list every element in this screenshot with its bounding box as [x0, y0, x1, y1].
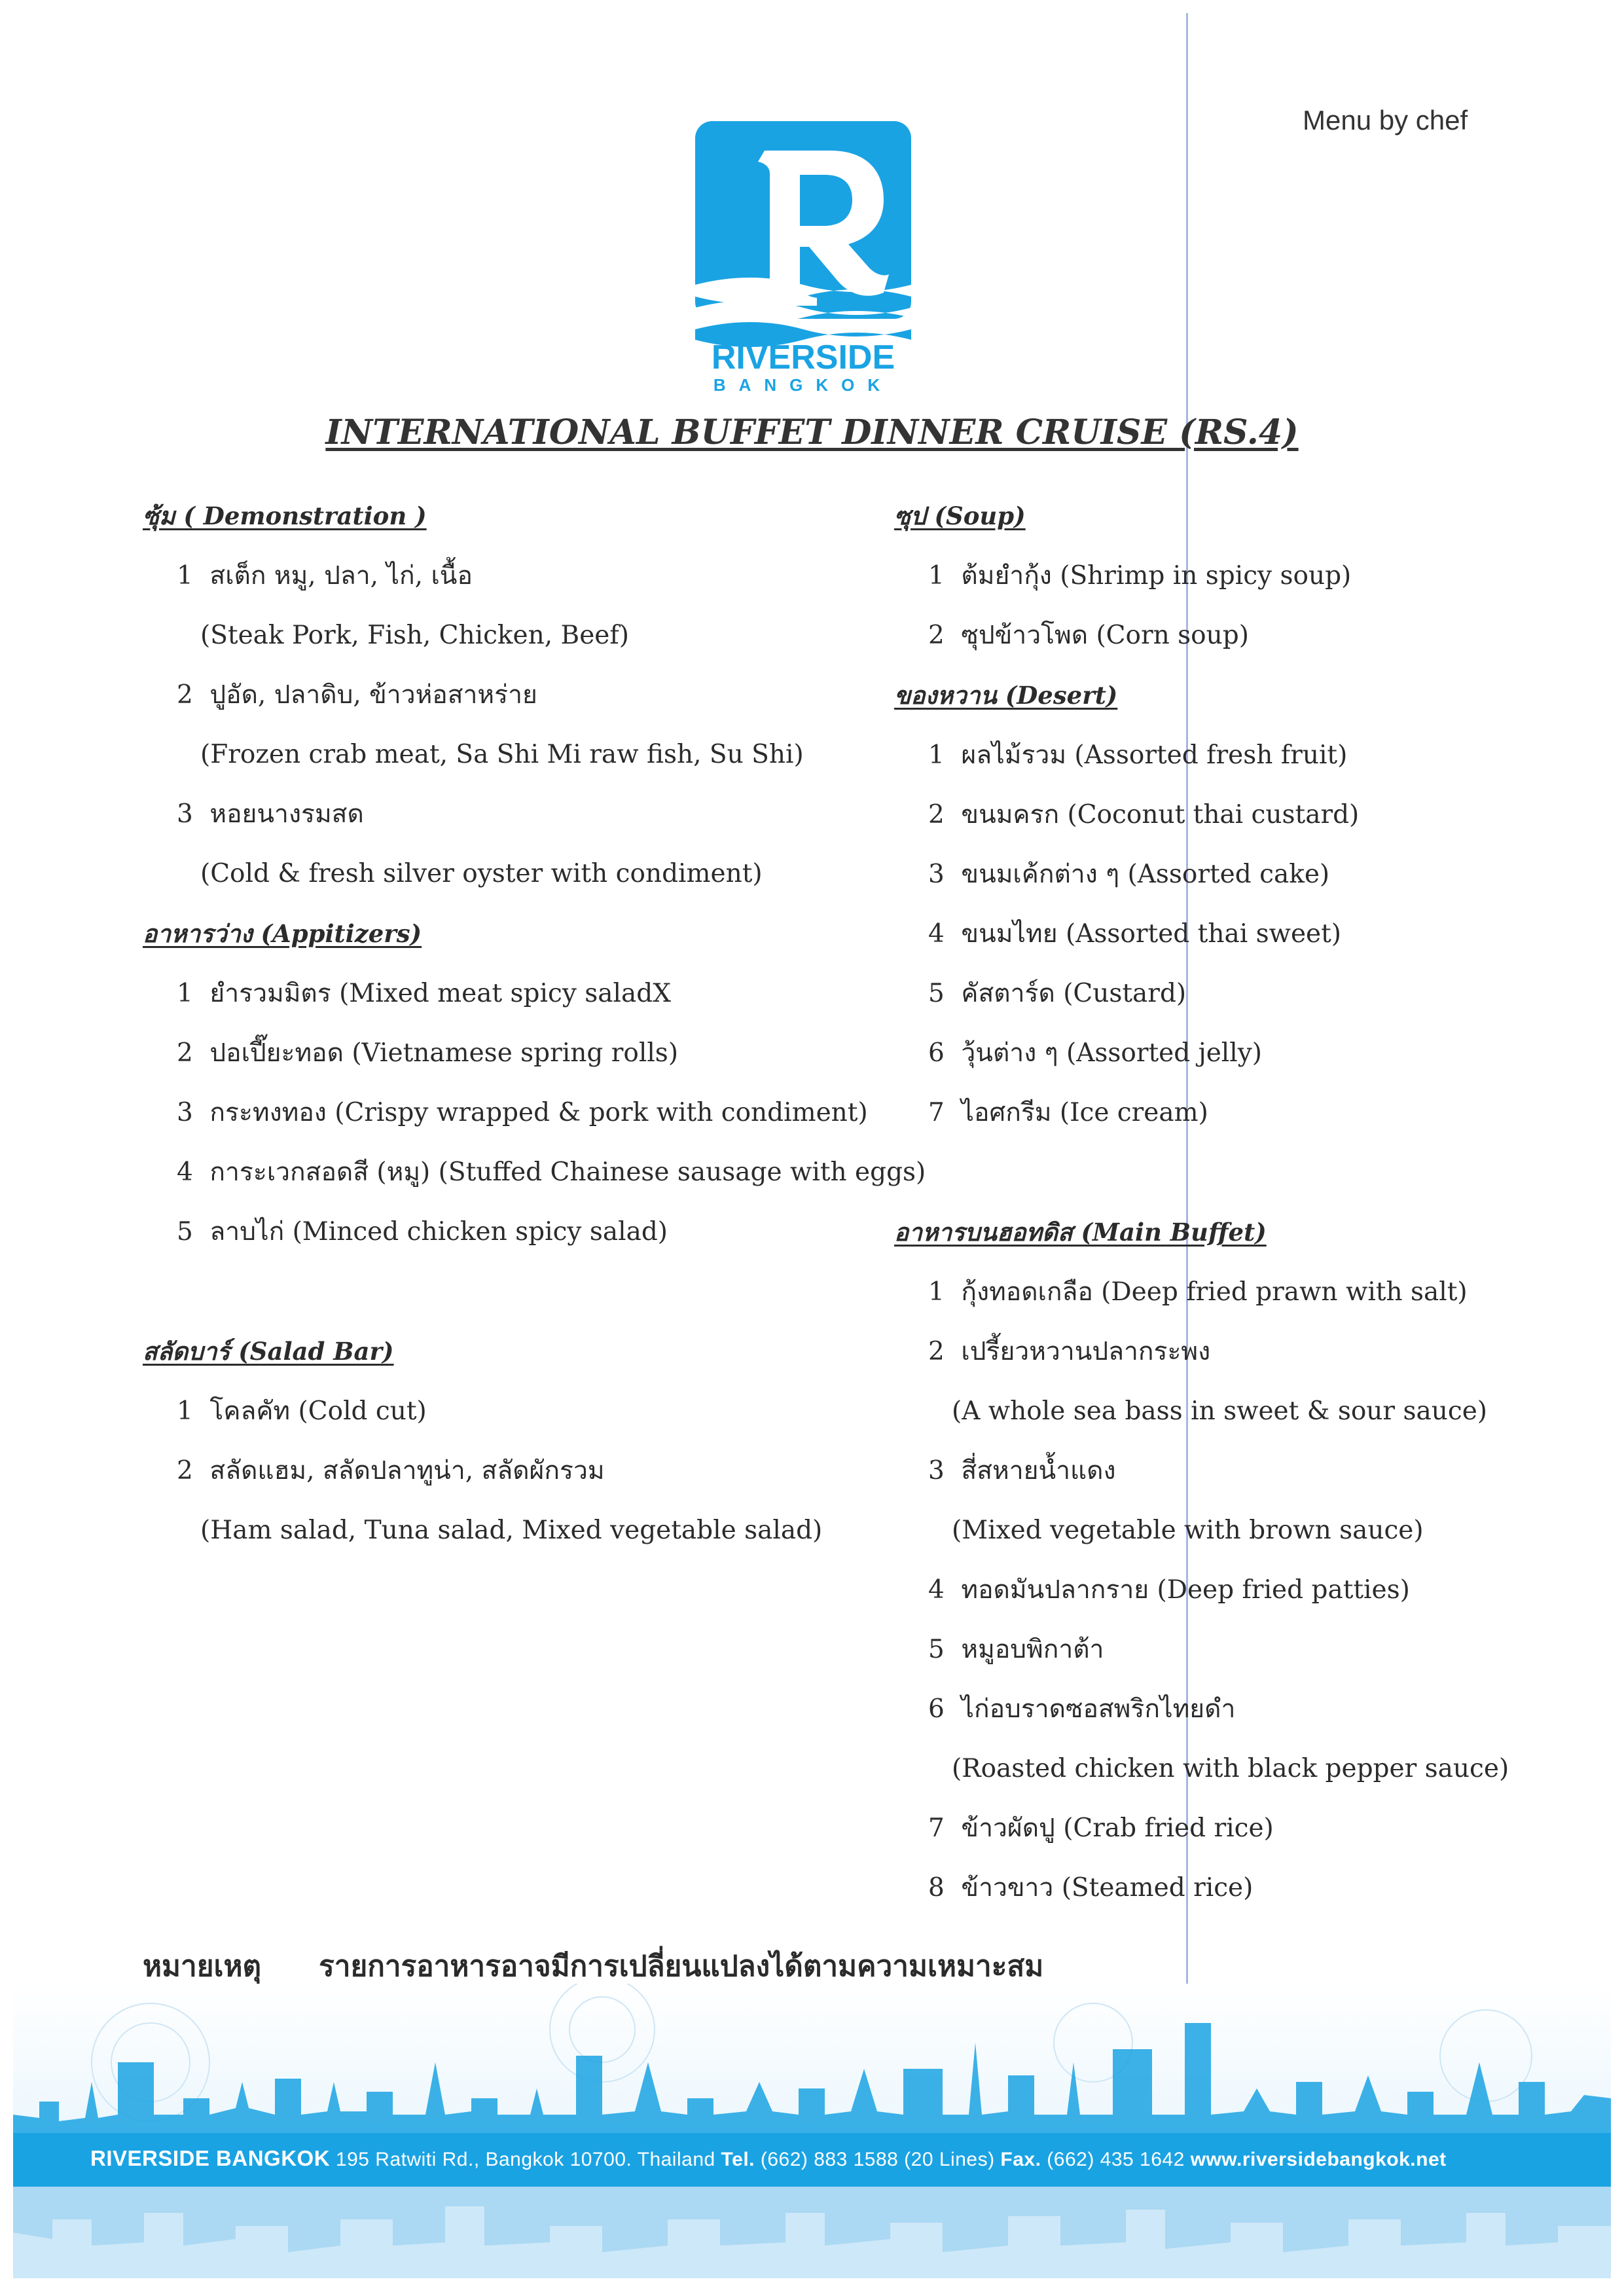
footer-contact [90, 2146, 1447, 2171]
list-item: 4 ขนมไทย (Assorted thai sweet) [928, 919, 1342, 949]
list-item: 1 ยำรวมมิตร (Mixed meat spicy saladX [177, 979, 671, 1008]
footer-fax: (662) 435 1642 [1047, 2149, 1185, 2170]
note-label: หมายเหตุ [143, 1950, 262, 1983]
list-item: 2 ปูอัด, ปลาดิบ, ข้าวห่อสาหร่าย [177, 680, 537, 710]
list-item: 3 สี่สหายน้ำแดง [928, 1456, 1116, 1485]
section-demonstration-heading: ซุ้ม ( Demonstration ) [143, 501, 427, 530]
footer-tel: (662) 883 1588 (20 Lines) [760, 2149, 995, 2170]
section-dessert-heading: ของหวาน (Desert) [894, 681, 1118, 710]
list-item: 6 ไก่อบราดซอสพริกไทยดำ [928, 1694, 1236, 1724]
list-item: 1 ต้มยำกุ้ง (Shrimp in spicy soup) [928, 561, 1352, 591]
right-column [894, 496, 1516, 1928]
list-item: 2 สลัดแฮม, สลัดปลาทูน่า, สลัดผักรวม [177, 1456, 605, 1485]
list-item-translation: (Cold & fresh silver oyster with condiment) [200, 859, 763, 888]
menu-by-label: Menu by chef [1303, 105, 1468, 136]
riverside-logo [693, 121, 914, 395]
list-item: 2 เปรี้ยวหวานปลากระพง [928, 1337, 1211, 1366]
left-column [143, 496, 926, 1571]
logo-name: RIVERSIDE [711, 338, 895, 376]
menu-title: INTERNATIONAL BUFFET DINNER CRUISE (RS.4) [325, 412, 1299, 452]
list-item: 1 สเต็ก หมู, ปลา, ไก่, เนื้อ [177, 561, 473, 591]
list-item: 1 ผลไม้รวม (Assorted fresh fruit) [928, 740, 1348, 770]
list-item: 7 ไอศกรีม (Ice cream) [928, 1098, 1208, 1127]
section-soup-heading: ซุป (Soup) [894, 501, 1026, 530]
list-item: 6 วุ้นต่าง ๆ (Assorted jelly) [928, 1038, 1262, 1068]
section-appetizers-heading: อาหารว่าง (Appitizers) [143, 919, 422, 948]
list-item: 8 ข้าวขาว (Steamed rice) [928, 1873, 1254, 1903]
list-item: 4 ทอดมันปลากราย (Deep fried patties) [928, 1575, 1410, 1605]
section-main-buffet-heading: อาหารบนฮอทดิส (Main Buffet) [894, 1218, 1267, 1247]
logo-sub: BANGKOK [713, 375, 893, 395]
list-item: 5 หมูอบพิกาต้า [928, 1635, 1104, 1664]
list-item-translation: (Mixed vegetable with brown sauce) [952, 1516, 1424, 1545]
list-item: 3 หอยนางรมสด [177, 799, 364, 829]
list-item: 1 โคลคัท (Cold cut) [177, 1396, 427, 1426]
list-item-translation: (Roasted chicken with black pepper sauce) [952, 1754, 1509, 1783]
footer-brand: RIVERSIDE BANGKOK [90, 2146, 331, 2170]
footer-website[interactable]: www.riversidebangkok.net [1190, 2149, 1447, 2170]
list-item: 2 ขนมครก (Coconut thai custard) [928, 800, 1360, 829]
list-item-translation: (A whole sea bass in sweet & sour sauce) [952, 1396, 1487, 1426]
list-item: 4 การะเวกสอดสี (หมู) (Stuffed Chainese sausage with eggs) [177, 1157, 926, 1187]
list-item: 3 กระทงทอง (Crispy wrapped & pork with condiment) [177, 1098, 868, 1127]
section-salad-bar-heading: สลัดบาร์ (Salad Bar) [143, 1337, 394, 1366]
list-item: 5 คัสตาร์ด (Custard) [928, 979, 1187, 1008]
list-item-translation: (Ham salad, Tuna salad, Mixed vegetable salad) [200, 1516, 823, 1545]
footer-address: 195 Ratwiti Rd., Bangkok 10700. Thailand [335, 2149, 715, 2170]
skyline-footer-graphic [13, 1984, 1611, 2278]
list-item-translation: (Steak Pork, Fish, Chicken, Beef) [200, 621, 630, 650]
note-text: รายการอาหารอาจมีการเปลี่ยนแปลงได้ตามความเหมาะสม [319, 1950, 1044, 1983]
footer-tel-label: Tel. [721, 2149, 755, 2170]
list-item: 2 ซุปข้าวโพด (Corn soup) [928, 621, 1249, 650]
list-item-translation: (Frozen crab meat, Sa Shi Mi raw fish, Su Shi) [200, 740, 804, 769]
list-item: 3 ขนมเค้กต่าง ๆ (Assorted cake) [928, 860, 1330, 889]
list-item: 1 กุ้งทอดเกลือ (Deep fried prawn with salt) [928, 1277, 1468, 1307]
list-item: 2 ปอเปี๊ยะทอด (Vietnamese spring rolls) [177, 1038, 679, 1068]
footer-fax-label: Fax. [1000, 2149, 1041, 2170]
list-item: 7 ข้าวผัดปู (Crab fried rice) [928, 1813, 1274, 1843]
list-item: 5 ลาบไก่ (Minced chicken spicy salad) [177, 1217, 668, 1247]
note [143, 1943, 1043, 1989]
